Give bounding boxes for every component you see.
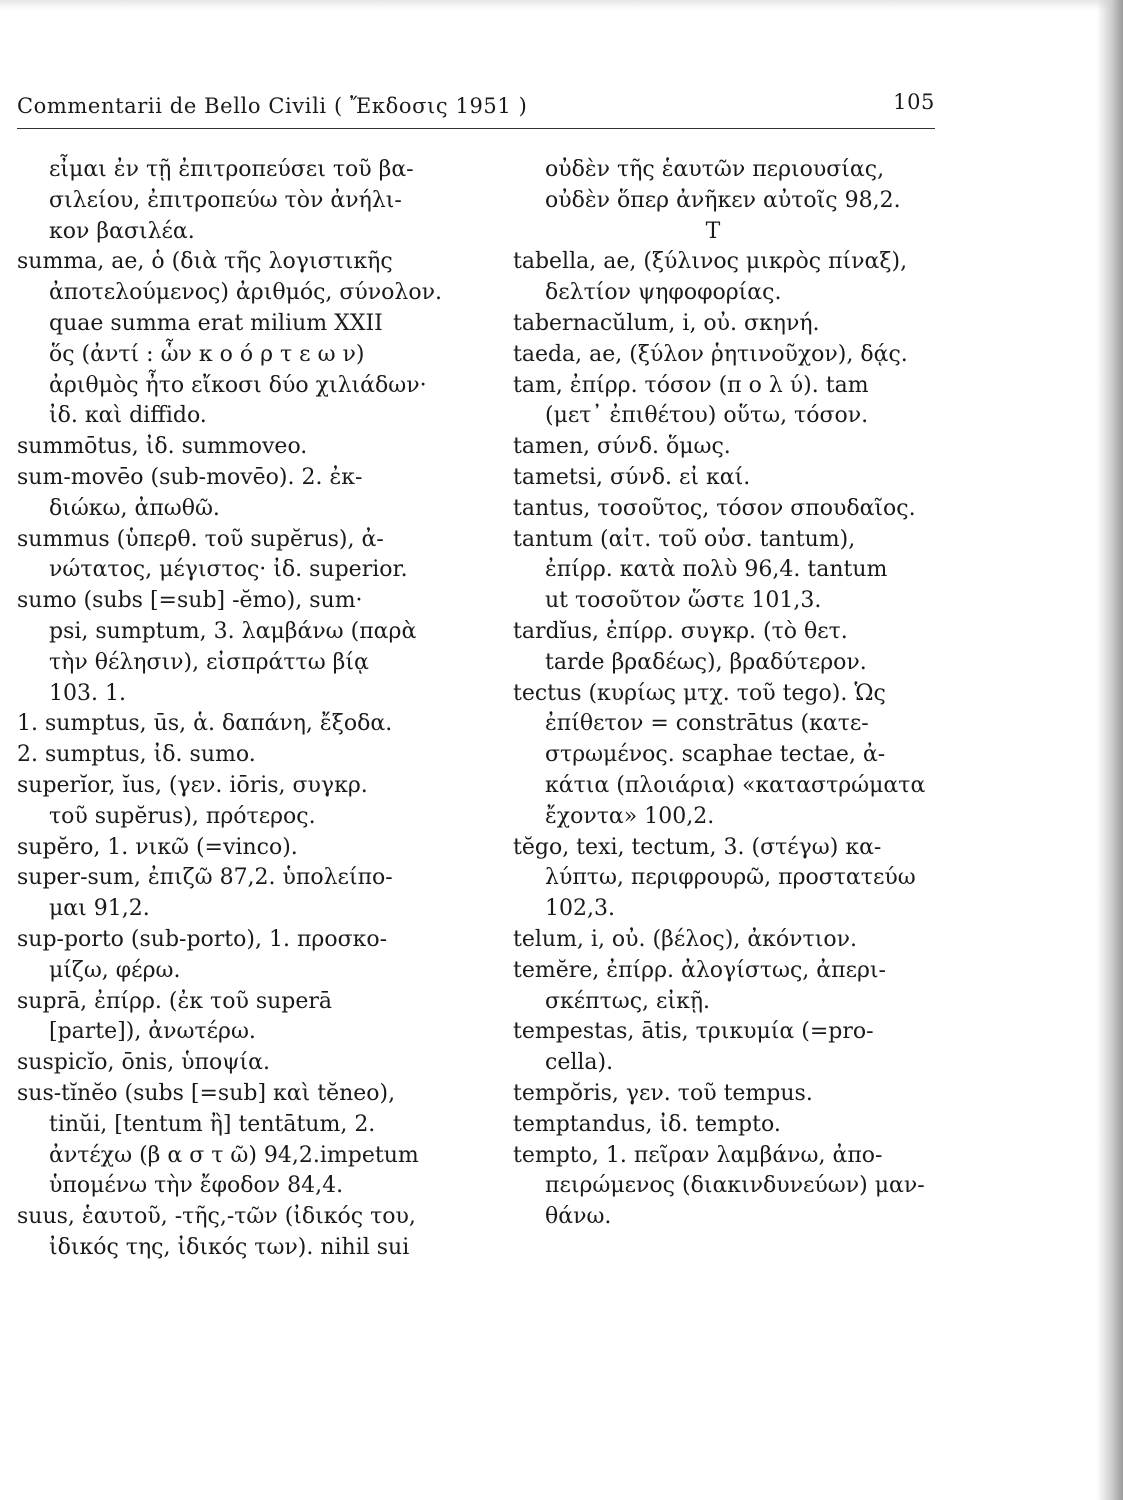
entry-line: tarde βραδέως), βραδύτερον. (545, 649, 867, 675)
entry-line: ὅς (ἀντί : ὧν κ ο ό ρ τ ε ω ν) (49, 341, 365, 367)
entry-line: διώκω, ἀπωθῶ. (49, 495, 220, 521)
entry-line: cella). (545, 1050, 614, 1076)
entry-line: tardĭus, ἐπίρρ. συγκρ. (τὸ θετ. (513, 618, 848, 644)
entry-line: νώτατος, μέγιστος· ἰδ. superior. (49, 557, 408, 583)
entry-line: quae summa erat milium XXII (49, 310, 383, 336)
entry-line: κον βασιλέα. (49, 218, 195, 244)
entry-line: ἀριθμὸς ἦτο εἴκοσι δύο χιλιάδων· (49, 372, 427, 398)
entry-line: sus-tĭnĕo (subs [=sub] καὶ tĕneo), (17, 1080, 396, 1106)
entry-line: ἐπίρρ. κατὰ πολὺ 96,4. tantum (545, 557, 888, 583)
entry-line: summa, ae, ὁ (διὰ τῆς λογιστικῆς (17, 249, 393, 275)
entry-line: tamen, σύνδ. ὅμως. (513, 434, 731, 460)
entry-line: supĕro, 1. νικῶ (=vinco). (17, 834, 298, 860)
entry-line: ἰδ. καὶ diffido. (49, 403, 207, 429)
entry-line: sup-porto (sub-porto), 1. προσκο- (17, 926, 388, 952)
entry-line: 2. sumptus, ἰδ. sumo. (17, 742, 256, 768)
entry-line: ἀποτελούμενος) ἀριθμός, σύνολον. (49, 280, 442, 306)
entry-line: δελτίον ψηφοφορίας. (545, 280, 782, 306)
entry-line: ἐπίθετον = constrātus (κατε- (545, 711, 869, 737)
entry-line: tabella, ae, (ξύλινος μικρὸς πίναξ), (513, 249, 908, 275)
entry-line: tectus (κυρίως μτχ. τοῦ tego). Ὡς (513, 680, 886, 706)
entry-line: tĕgo, texi, tectum, 3. (στέγω) κα- (513, 834, 882, 860)
page-number: 105 (893, 90, 935, 114)
entry-line: tabernacŭlum, i, οὐ. σκηνή. (513, 310, 820, 336)
entry-line: tempestas, ātis, τρικυμία (=pro- (513, 1019, 874, 1045)
entry-line: sumo (subs [=sub] -ĕmo), sum· (17, 588, 363, 614)
entry-line: tempto, 1. πεῖραν λαμβάνω, ἀπο- (513, 1142, 883, 1168)
running-header (17, 88, 935, 129)
entry-line: στρωμένος. scaphae tectae, ἀ- (545, 742, 886, 768)
entry-line: σιλείου, ἐπιτροπεύω τὸν ἀνήλι- (49, 187, 402, 213)
running-title: Commentarii de Bello Civili ( Ἔκδοσις 1951 ) (17, 94, 528, 118)
entry-line: 103. 1. (49, 680, 126, 706)
entry-line: [parte]), ἀνωτέρω. (49, 1019, 256, 1045)
page-edge-shadow (1097, 0, 1123, 1500)
entry-line: τοῦ supĕrus), πρότερος. (49, 803, 316, 829)
entry-line: super-sum, ἐπιζῶ 87,2. ὑπολείπο- (17, 865, 393, 891)
entry-line: tempŏris, γεν. τοῦ tempus. (513, 1080, 813, 1106)
entry-line: τὴν θέλησιν), εἰσπράττω βίᾳ (49, 649, 369, 675)
entry-line: πειρώμενος (διακινδυνεύων) μαν- (545, 1173, 925, 1199)
entry-line: suprā, ἐπίρρ. (ἐκ τοῦ superā (17, 988, 333, 1014)
entry-line: κάτια (πλοιάρια) «καταστρώματα (545, 772, 926, 798)
entry-line: tam, ἐπίρρ. τόσον (π ο λ ύ). tam (513, 372, 869, 398)
entry-line: σκέπτως, εἰκῇ. (545, 988, 710, 1014)
entry-line: telum, i, οὐ. (βέλος), ἀκόντιον. (513, 926, 857, 952)
entry-line: οὐδὲν τῆς ἑαυτῶν περιουσίας, (545, 157, 885, 182)
entry-line: summōtus, ἰδ. summoveo. (17, 434, 308, 460)
entry-line: tinŭi, [tentum ἢ] tentātum, 2. (49, 1111, 376, 1137)
entry-line: μαι 91,2. (49, 896, 150, 922)
entry-line: summus (ὑπερθ. τοῦ supĕrus), ἀ- (17, 526, 384, 552)
entry-line: tametsi, σύνδ. εἰ καί. (513, 464, 751, 490)
entry-line: μίζω, φέρω. (49, 957, 181, 983)
entry-line: suspicĭo, ōnis, ὑποψία. (17, 1050, 270, 1076)
entry-line: 1. sumptus, ūs, ἁ. δαπάνη, ἔξοδα. (17, 711, 393, 737)
left-column (17, 155, 487, 1264)
entry-line: taeda, ae, (ξύλον ῥητινοῦχον), δᾴς. (513, 341, 908, 367)
entry-line: λύπτω, περιφρουρῶ, προστατεύω (545, 865, 916, 891)
entry-line: tantum (αἰτ. τοῦ οὐσ. tantum), (513, 526, 856, 552)
entry-line: superĭor, ĭus, (γεν. iōris, συγκρ. (17, 772, 368, 798)
entry-line: temĕre, ἐπίρρ. ἀλογίστως, ἀπερι- (513, 957, 886, 983)
entry-line: ἔχοντα» 100,2. (545, 803, 715, 829)
entry-line: ἰδικός της, ἰδικός των). nihil sui (49, 1234, 410, 1260)
entry-line: psi, sumptum, 3. λαμβάνω (παρὰ (49, 618, 417, 644)
entry-line: εἶμαι ἐν τῇ ἐπιτροπεύσει τοῦ βα- (49, 157, 414, 182)
entry-line: (μετ᾽ ἐπιθέτου) οὕτω, τόσον. (545, 403, 869, 429)
entry-line: tantus, τοσοῦτος, τόσον σπουδαῖος. (513, 495, 916, 521)
entry-line: 102,3. (545, 896, 615, 922)
entry-line: sum-movēo (sub-movēo). 2. ἐκ- (17, 464, 363, 490)
entry-line: ἀντέχω (β α σ τ ῶ) 94,2.impetum (49, 1142, 419, 1168)
right-column (513, 155, 953, 1233)
page-top-shadow (0, 0, 1123, 10)
section-letter: T (705, 218, 721, 244)
entry-line: ὑπομένω τὴν ἔφοδον 84,4. (49, 1173, 344, 1199)
entry-line: θάνω. (545, 1204, 612, 1230)
entry-line: temptandus, ἰδ. tempto. (513, 1111, 781, 1137)
entry-line: ut τοσοῦτον ὥστε 101,3. (545, 588, 822, 614)
entry-line: suus, ἑαυτοῦ, -τῆς,-τῶν (ἰδικός του, (17, 1204, 416, 1230)
entry-line: οὐδὲν ὅπερ ἀνῆκεν αὐτοῖς 98,2. (545, 187, 901, 213)
